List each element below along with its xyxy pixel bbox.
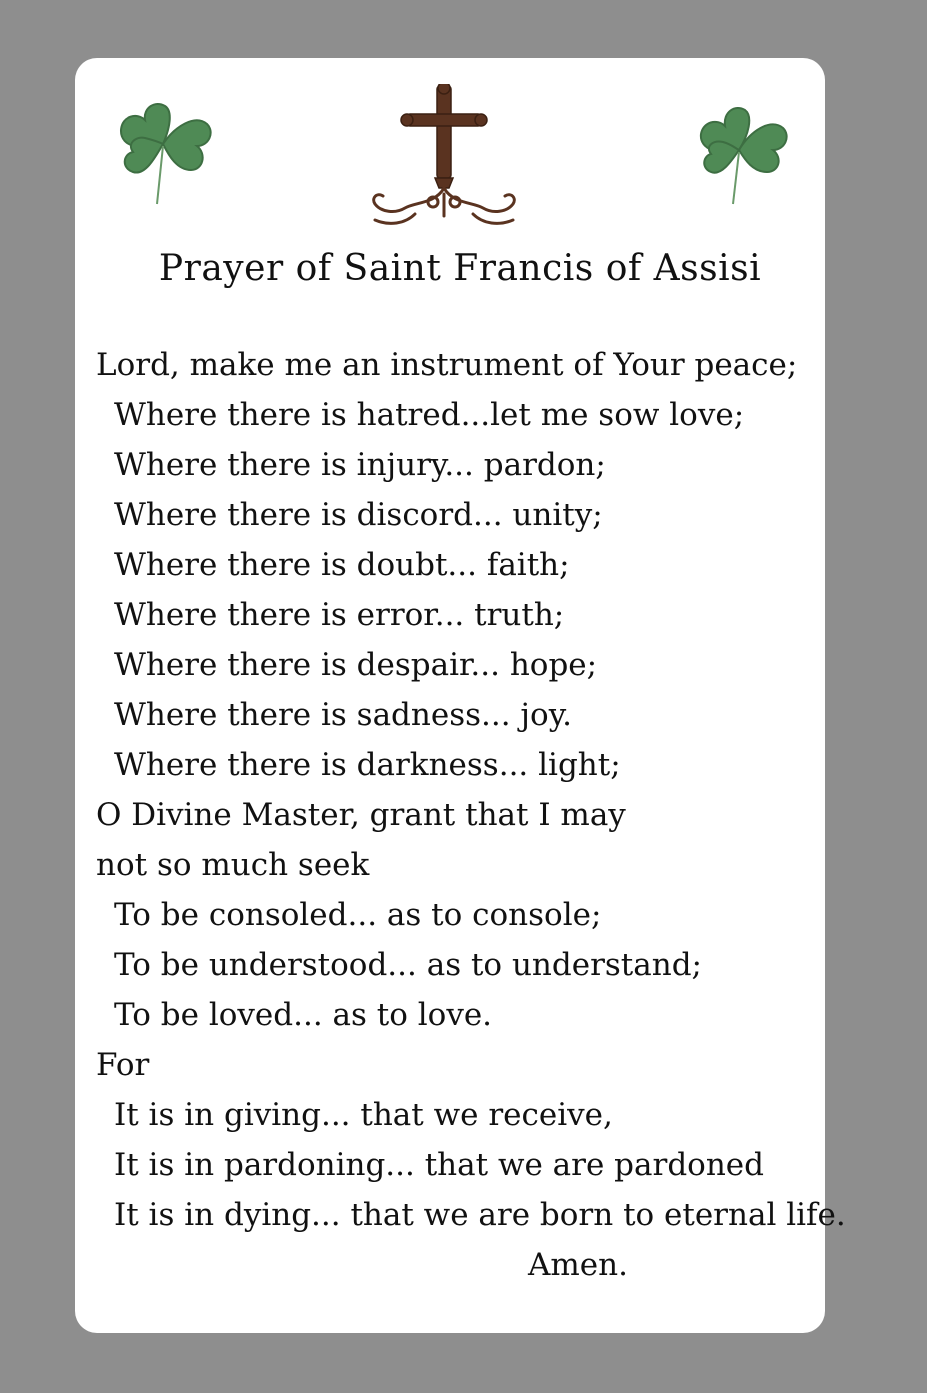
prayer-line: To be consoled... as to console; bbox=[114, 897, 602, 933]
shamrock-icon bbox=[115, 96, 215, 206]
prayer-line: To be understood... as to understand; bbox=[114, 947, 702, 983]
page-title: Prayer of Saint Francis of Assisi bbox=[158, 248, 762, 289]
shamrock-icon bbox=[695, 98, 795, 208]
prayer-line: It is in giving... that we receive, bbox=[114, 1097, 613, 1133]
prayer-line: It is in pardoning... that we are pardoned bbox=[114, 1147, 764, 1183]
prayer-line: not so much seek bbox=[96, 847, 370, 883]
prayer-line: For bbox=[96, 1047, 150, 1083]
prayer-line: Where there is doubt... faith; bbox=[114, 547, 570, 583]
prayer-line: Where there is error... truth; bbox=[114, 597, 565, 633]
prayer-line: Lord, make me an instrument of Your peace; bbox=[96, 347, 798, 383]
prayer-line: To be loved... as to love. bbox=[114, 997, 493, 1033]
prayer-line: Where there is despair... hope; bbox=[114, 647, 598, 683]
cross-icon bbox=[345, 84, 545, 244]
prayer-line: It is in dying... that we are born to eternal life. bbox=[114, 1197, 846, 1233]
prayer-line: Where there is darkness... light; bbox=[114, 747, 621, 783]
prayer-line: Where there is discord... unity; bbox=[114, 497, 603, 533]
prayer-line: Where there is injury... pardon; bbox=[114, 447, 606, 483]
prayer-card bbox=[75, 58, 846, 1333]
prayer-line: O Divine Master, grant that I may bbox=[96, 797, 626, 833]
prayer-line: Amen. bbox=[528, 1247, 628, 1283]
prayer-line: Where there is sadness... joy. bbox=[114, 697, 572, 733]
prayer-text bbox=[96, 340, 846, 1290]
prayer-line: Where there is hatred...let me sow love; bbox=[114, 397, 745, 433]
